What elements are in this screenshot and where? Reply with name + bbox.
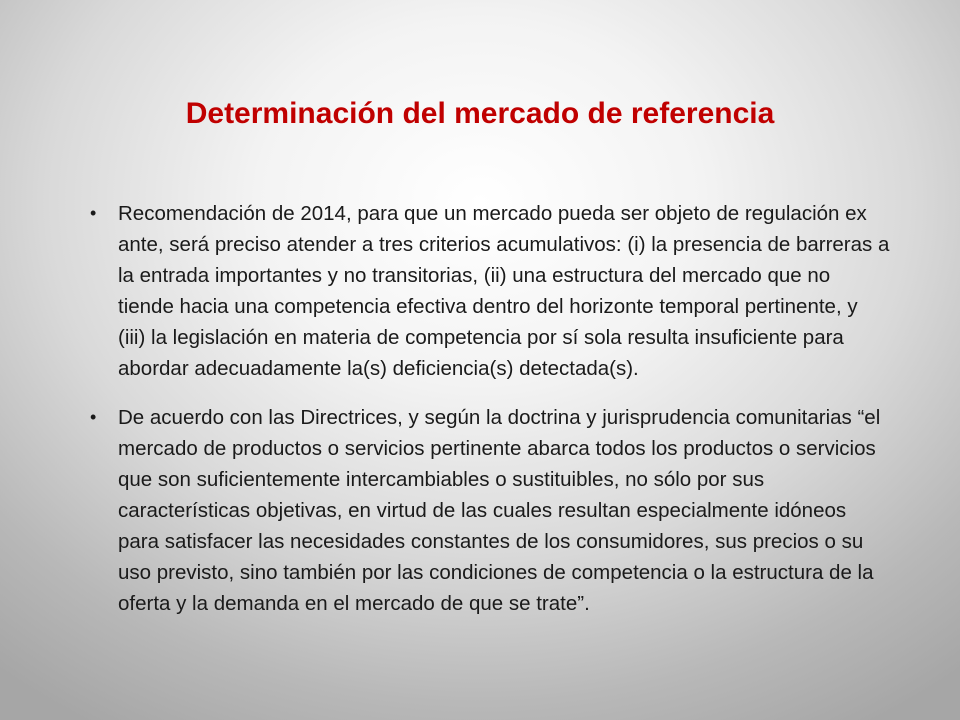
- bullet-item-directrices: [90, 402, 890, 619]
- bullet-list: [90, 198, 890, 637]
- bullet-marker: •: [90, 407, 97, 427]
- slide-title: Determinación del mercado de referencia: [185, 97, 775, 130]
- bullet-text: De acuerdo con las Directrices, y según la doctrina y jurisprudencia comunitarias “el mercado de productos o servicios pertinente abarca todos los productos o servicios que son suficientemente intercambiables o sustituibles, no sólo por sus características objetivas, en virtud de las cuales resultan especialmente idóneos para satisfacer las necesidades constantes de los consumidores, sus precios o su uso previsto, sino también por las condiciones de competencia o la estructura de la oferta y la demanda en el mercado de que se trate”.: [118, 406, 881, 615]
- bullet-text: Recomendación de 2014, para que un mercado pueda ser objeto de regulación ex ante, será preciso atender a tres criterios acumulativos: (i) la presencia de barreras a la entrada importantes y no transitorias, (ii) una estructura del mercado que no tiende hacia una competencia efectiva dentro del horizonte temporal pertinente, y (iii) la legislación en materia de competencia por sí sola resulta insuficiente para abordar adecuadamente la(s) deficiencia(s) detectada(s).: [118, 202, 890, 380]
- bullet-marker: •: [90, 203, 97, 223]
- bullet-item-recomendacion: [90, 198, 890, 384]
